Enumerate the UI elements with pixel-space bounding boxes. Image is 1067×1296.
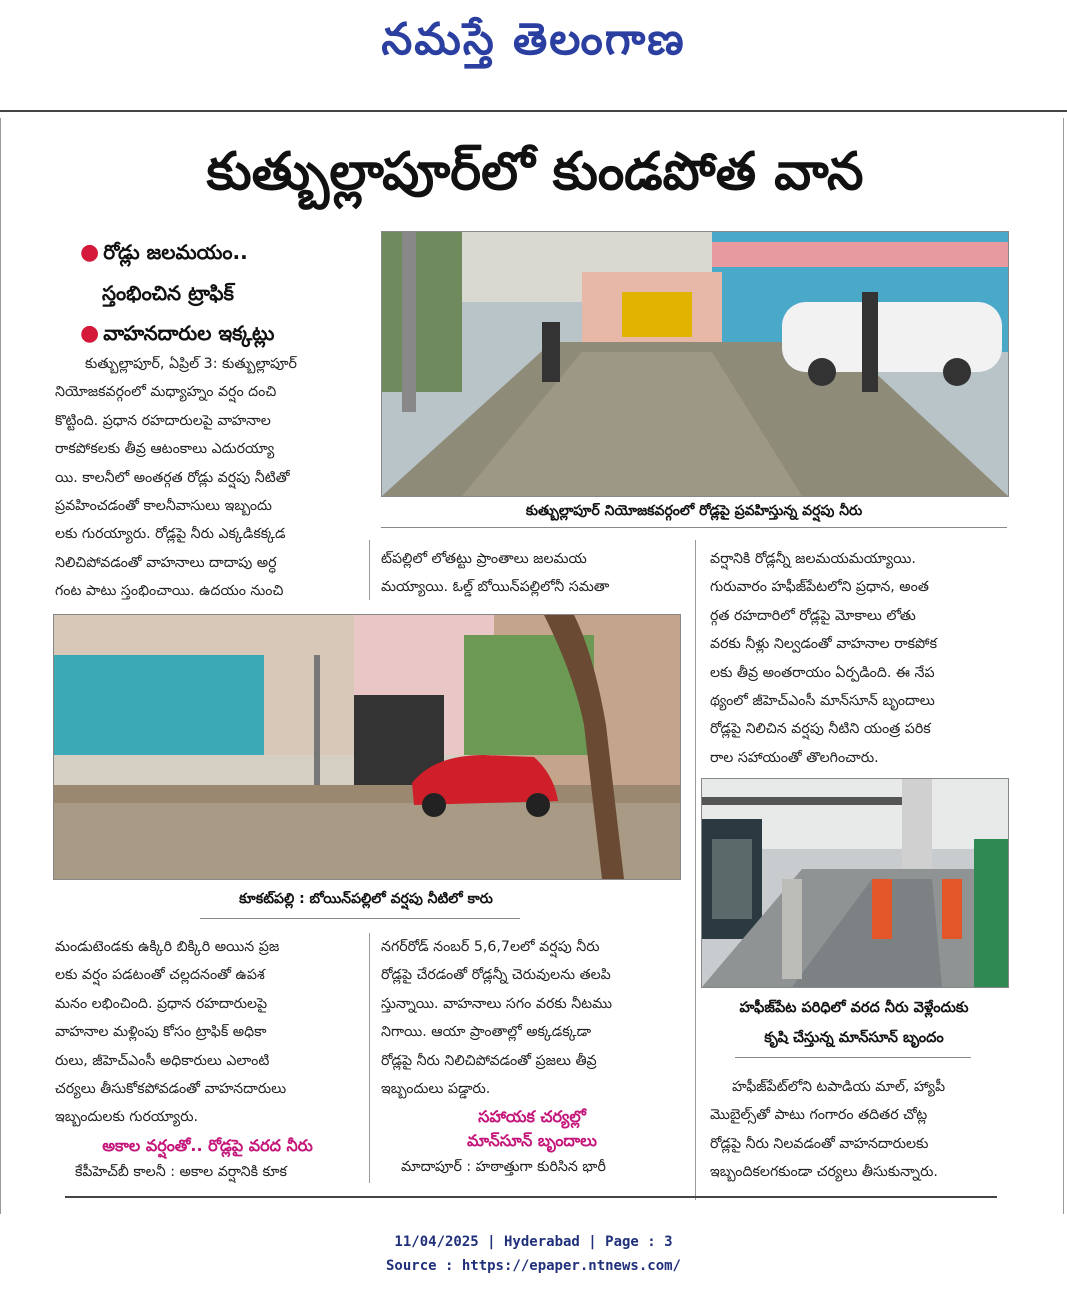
footer-source-link[interactable]: Source : https://epaper.ntnews.com/ bbox=[385, 1258, 681, 1274]
column-divider bbox=[695, 540, 696, 1200]
text-line: రోడ్లపై చేరడంతో రోడ్లన్నీ చెరువులను తలపి bbox=[381, 967, 611, 984]
right-column-top bbox=[710, 545, 1008, 772]
flooded-street-photo bbox=[381, 231, 1009, 497]
text-line: నగర్‌రోడ్ నంబర్ 5,6,7లలో వర్షపు నీరు bbox=[381, 939, 600, 955]
text-line: గంట పాటు స్తంభించాయి. ఉదయం నుంచి bbox=[55, 583, 284, 600]
text-line: లకు వర్షం పడటంతో చల్లదనంతో ఉపశ bbox=[55, 967, 265, 984]
text-line: మాదాపూర్ : హఠాత్తుగా కురిసిన భారీ bbox=[401, 1159, 606, 1176]
text-line: నియోజకవర్గంలో మధ్యాహ్నం వర్షం దంచి bbox=[55, 384, 277, 401]
text-line: నిలిచిపోవడంతో వాహనాలు దాదాపు అర్ధ bbox=[55, 554, 277, 571]
text-line: లకు గురయ్యారు. రోడ్లపై నీరు ఎక్కడికక్కడ bbox=[55, 526, 286, 543]
text-line: వాహనాల మళ్లింపు కోసం ట్రాఫిక్ అధికా bbox=[55, 1024, 267, 1041]
bullet-item: ● వాహనదారుల ఇక్కట్లు bbox=[80, 321, 275, 346]
bottom-left-column bbox=[55, 933, 360, 1186]
bottom-divider bbox=[65, 1196, 997, 1198]
text-line: ఇబ్బందులు పడ్డారు. bbox=[381, 1081, 491, 1098]
bullet-dot-icon: ● bbox=[80, 321, 100, 346]
text-line: గురువారం హఫీజ్‌పేటలోని ప్రధాన, అంత bbox=[710, 579, 929, 596]
intro-column bbox=[55, 350, 355, 606]
bottom-mid-column bbox=[381, 933, 683, 1182]
page-footer bbox=[0, 1230, 1067, 1278]
text-line: రోడ్లపై నీరు నిలిచిపోవడంతో ప్రజలు తీవ్ర bbox=[381, 1052, 597, 1069]
car-in-water-photo-art bbox=[54, 615, 680, 879]
masthead-logo: నమస్తే తెలంగాణ bbox=[381, 14, 686, 65]
text-line: ప్రవహించడంతో కాలనీవాసులు ఇబ్బందు bbox=[55, 498, 272, 515]
bullet-dot-icon: ● bbox=[80, 240, 100, 265]
text-line: రోడ్లపై నీరు నిలవడంతో వాహనదారులకు bbox=[710, 1135, 929, 1152]
text-line: చర్యలు తీసుకోకపోవడంతో వాహనదారులు bbox=[55, 1081, 287, 1098]
right-border bbox=[1063, 118, 1064, 1214]
text-line: వరకు నీళ్లు నిల్వడంతో వాహనాల రాకపోక bbox=[710, 636, 937, 653]
text-line: ట్‌పల్లిలో లోతట్టు ప్రాంతాలు జలమయ bbox=[381, 551, 587, 567]
photo3-caption bbox=[701, 993, 1007, 1053]
left-border bbox=[0, 118, 1, 1214]
caption-divider bbox=[381, 527, 1007, 528]
text-line: యి. కాలనీలో అంతర్గత రోడ్లు వర్షపు నీటితో bbox=[55, 469, 290, 486]
caption-line: కృషి చేస్తున్న మాన్‌సూన్ బృందం bbox=[764, 1030, 944, 1046]
text-line: ఇబ్బందులకు గురయ్యారు. bbox=[55, 1109, 198, 1126]
text-line: రులు, జీహెచ్‌ఎంసీ అధికారులు ఎలాంటి bbox=[55, 1052, 270, 1069]
text-line: రాల సహాయంతో తొలగించారు. bbox=[710, 749, 879, 766]
article-headline: కుత్బుల్లాపూర్‌లో కుండపోత వాన bbox=[206, 142, 864, 202]
flooded-street-photo-art bbox=[382, 232, 1008, 496]
text-line: నిగాయి. ఆయా ప్రాంతాల్లో అక్కడక్కడా bbox=[381, 1024, 592, 1041]
photo1-caption: కుత్బుల్లాపూర్ నియోజకవర్గంలో రోడ్లపై ప్రవహిస్తున్న వర్షపు నీరు bbox=[525, 503, 863, 519]
caption-line: హఫీజ్‌పేట పరిధిలో వరద నీరు వెళ్లేందుకు bbox=[739, 1000, 969, 1016]
article-bullets bbox=[80, 232, 370, 354]
text-line: కుత్బుల్లాపూర్, ఏప్రిల్ 3: కుత్బుల్లాపూర్ bbox=[85, 356, 297, 372]
monsoon-team-photo-art bbox=[702, 779, 1008, 987]
subhead-mid: సహాయక చర్యల్లో bbox=[478, 1107, 586, 1127]
car-in-water-photo bbox=[53, 614, 681, 880]
column-divider bbox=[369, 933, 370, 1183]
text-line: లకు తీవ్ర అంతరాయం ఏర్పడింది. ఈ నేప bbox=[710, 664, 935, 681]
text-line: వర్షానికి రోడ్లన్నీ జలమయమయ్యాయి. bbox=[710, 551, 916, 567]
text-line: హఫీజ్‌పేట్‌లోని టపాడియ మాల్, హ్యాపీ bbox=[732, 1079, 946, 1095]
text-line: ర్గత రహదారిలో రోడ్లపై మోకాలు లోతు bbox=[710, 607, 916, 624]
bottom-right-column bbox=[710, 1073, 1008, 1187]
text-line: థ్యంలో జీహెచ్‌ఎంసీ మాన్‌సూన్ బృందాలు bbox=[710, 693, 935, 710]
text-line: కొట్టింది. ప్రధాన రహదారులపై వాహనాల bbox=[55, 412, 271, 429]
text-line: మనం లభించింది. ప్రధాన రహదారులపై bbox=[55, 995, 268, 1012]
text-line: ఇబ్బందికలగకుండా చర్యలు తీసుకున్నారు. bbox=[710, 1164, 938, 1181]
text-line: కేపీహెచ్‌బీ కాలనీ : అకాల వర్షానికి కూక bbox=[75, 1163, 287, 1180]
text-line: మొబైల్స్‌తో పాటు గంగారం తదితర చోట్ల bbox=[710, 1107, 928, 1124]
subhead-mid: మాన్‌సూన్ బృందాలు bbox=[467, 1131, 597, 1151]
photo2-caption: కూకట్‌పల్లి : బోయిన్‌పల్లిలో వర్షపు నీటిలో కారు bbox=[239, 891, 493, 907]
text-line: మయ్యాయి. ఓల్డ్ బోయిన్‌పల్లిలోనీ సమతా bbox=[381, 579, 610, 596]
monsoon-team-photo bbox=[701, 778, 1009, 988]
footer-date-line: 11/04/2025 | Hyderabad | Page : 3 bbox=[394, 1234, 673, 1250]
caption-divider bbox=[200, 918, 520, 919]
masthead-divider bbox=[0, 110, 1067, 112]
bullet-item: ● రోడ్లు జలమయం.. bbox=[80, 240, 248, 265]
text-line: రోడ్లపై నిలిచిన వర్షపు నీటిని యంత్ర పరిక bbox=[710, 721, 931, 738]
text-line: రాకపోకలకు తీవ్ర ఆటంకాలు ఎదురయ్యా bbox=[55, 441, 275, 458]
mid-column-top bbox=[381, 545, 683, 602]
subhead-left: అకాల వర్షంతో.. రోడ్లపై వరద నీరు bbox=[102, 1135, 313, 1155]
bullet-item: స్తంభించిన ట్రాఫిక్ bbox=[102, 281, 234, 305]
text-line: మండుటెండకు ఉక్కిరి బిక్కిరి అయిన ప్రజ bbox=[55, 939, 280, 955]
caption-divider bbox=[735, 1057, 971, 1058]
column-divider bbox=[369, 540, 370, 600]
text-line: స్తున్నాయి. వాహనాలు సగం వరకు నీటము bbox=[381, 995, 613, 1012]
